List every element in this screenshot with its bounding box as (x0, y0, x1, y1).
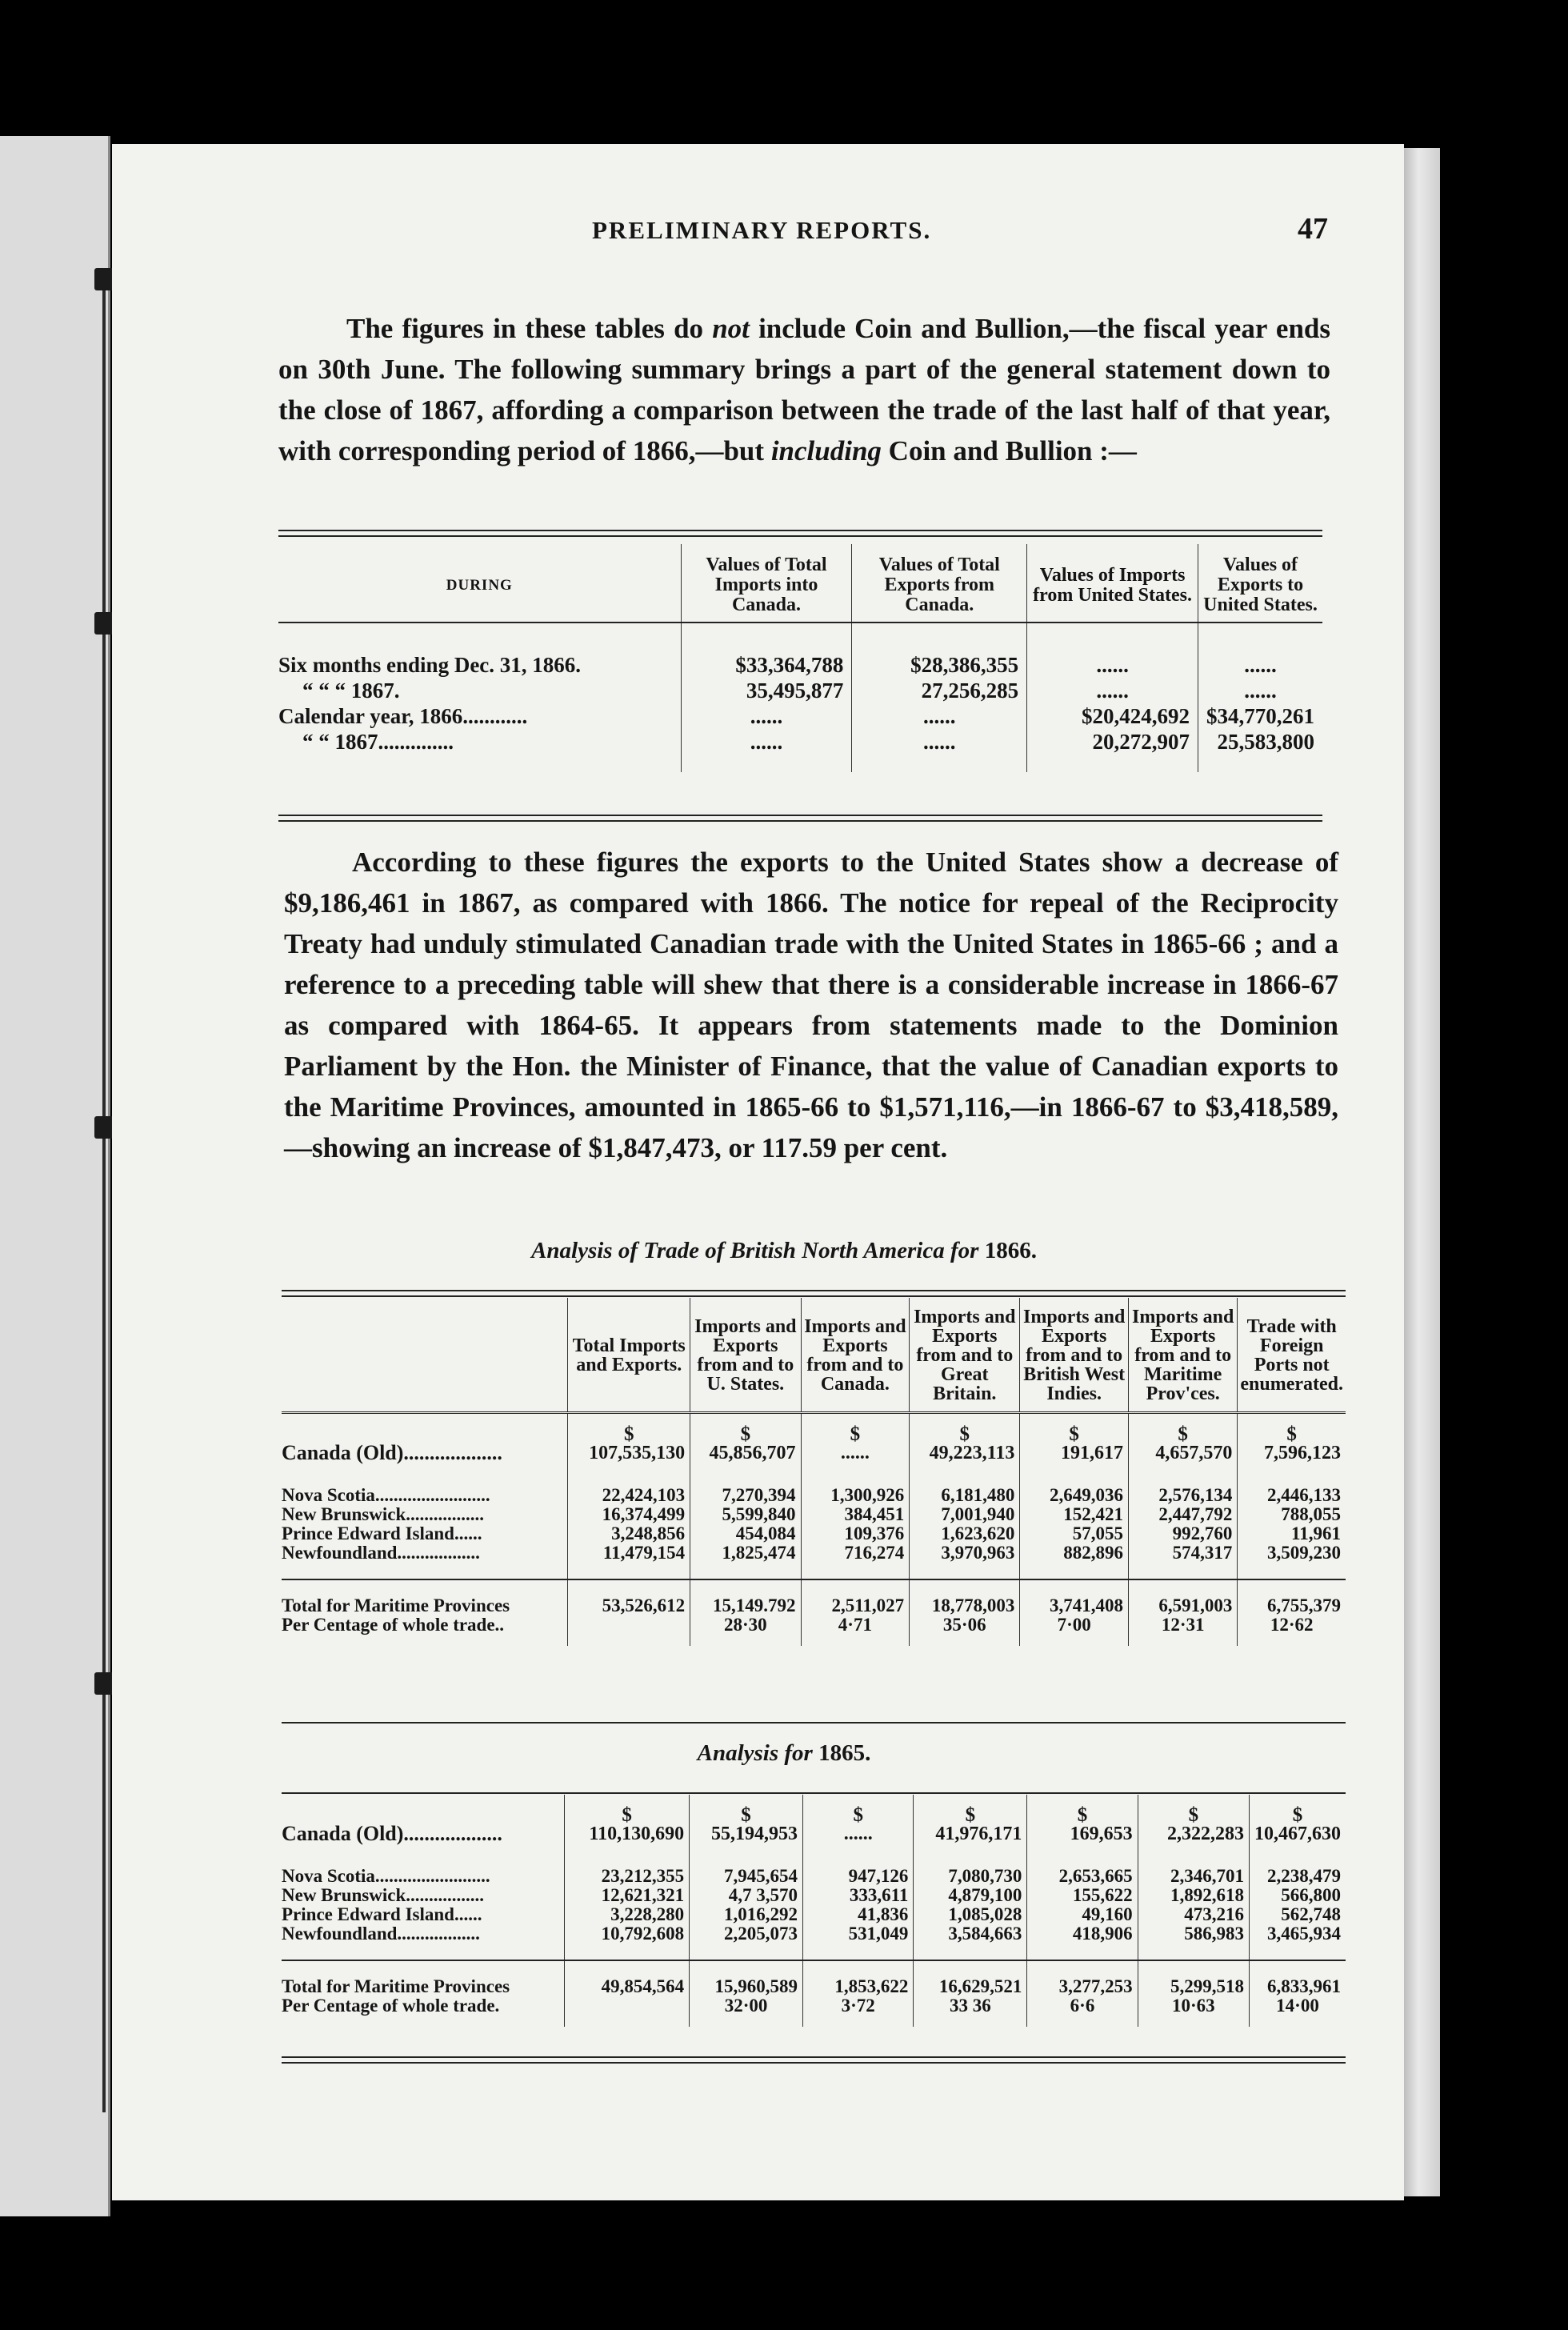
total-row (282, 1960, 1346, 1996)
cell: 49,160 (1027, 1905, 1138, 1924)
row-label: Total for Maritime Provinces (282, 1579, 568, 1615)
cell: 10,792,608 (565, 1924, 690, 1960)
table-row (278, 703, 1322, 729)
cell: 35,495,877 (681, 678, 852, 703)
page-header (280, 212, 1328, 256)
cell: ...... (1027, 678, 1198, 703)
cell: 191,617 (1020, 1443, 1129, 1478)
currency-symbol: $ (1027, 1795, 1138, 1824)
table-caption-1866 (0, 1238, 1568, 1264)
row-label: Calendar year, 1866............ (278, 704, 528, 728)
cell: 4,657,570 (1128, 1443, 1237, 1478)
table-row (278, 623, 1322, 678)
cell: 1,623,620 (910, 1524, 1020, 1543)
cell: ...... (852, 729, 1027, 772)
cell: 169,653 (1027, 1824, 1138, 1859)
row-label: Per Centage of whole trade. (282, 1996, 500, 2016)
table-rule (282, 1792, 1346, 1794)
cell: 25,583,800 (1198, 729, 1323, 772)
cell: 10·63 (1138, 1996, 1249, 2027)
cell: 16,629,521 (914, 1960, 1027, 1996)
cell: 49,223,113 (910, 1443, 1020, 1478)
cell: 27,256,285 (852, 678, 1027, 703)
cell (568, 1615, 690, 1646)
cell: 3,509,230 (1238, 1543, 1346, 1579)
cell: 152,421 (1020, 1505, 1129, 1524)
column-header: Values of Exports to United States. (1198, 544, 1323, 623)
cell: 1,853,622 (803, 1960, 914, 1996)
column-header: Imports and Exports from and to Maritime Prov'ces. (1128, 1298, 1237, 1413)
currency-symbol: $ (1138, 1795, 1249, 1824)
cell: 11,479,154 (568, 1543, 690, 1579)
cell: 15,149.792 (690, 1579, 801, 1615)
cell: 473,216 (1138, 1905, 1249, 1924)
currency-symbol: $ (568, 1413, 690, 1443)
table-row (282, 1478, 1346, 1505)
cell: 18,778,003 (910, 1579, 1020, 1615)
table-row (278, 729, 1322, 772)
cell: 1,085,028 (914, 1905, 1027, 1924)
cell: 1,300,926 (801, 1478, 910, 1505)
percentage-row (282, 1615, 1346, 1646)
cell: 2,446,133 (1238, 1478, 1346, 1505)
body-paragraph (284, 842, 1338, 1168)
column-header: Values of Total Imports into Canada. (681, 544, 852, 623)
caption-year: 1865. (812, 1740, 871, 1766)
table-rule (282, 2056, 1346, 2064)
summary-table (278, 544, 1322, 772)
intro-emphasis: not (712, 313, 750, 344)
table-row (282, 1886, 1346, 1905)
column-header: Imports and Exports from and to U. States. (690, 1298, 801, 1413)
currency-symbol: $ (690, 1795, 803, 1824)
cell: 45,856,707 (690, 1443, 801, 1478)
cell: 2,238,479 (1250, 1859, 1346, 1886)
row-label: Nova Scotia......................... (282, 1485, 490, 1505)
table-row (282, 1924, 1346, 1960)
column-header: Values of Total Exports from Canada. (852, 544, 1027, 623)
table-row (282, 1443, 1346, 1478)
row-label: Prince Edward Island...... (282, 1904, 482, 1924)
cell: 2,649,036 (1020, 1478, 1129, 1505)
table-row (278, 678, 1322, 703)
cell: ...... (803, 1824, 914, 1859)
cell: 23,212,355 (565, 1859, 690, 1886)
cell: ...... (1198, 623, 1323, 678)
currency-symbol: $ (690, 1413, 801, 1443)
cell: 2,205,073 (690, 1924, 803, 1960)
currency-symbol: $ (910, 1413, 1020, 1443)
cell: 566,800 (1250, 1886, 1346, 1905)
cell: 384,451 (801, 1505, 910, 1524)
table-rule (278, 530, 1322, 537)
cell: 15,960,589 (690, 1960, 803, 1996)
cell: 12·31 (1128, 1615, 1237, 1646)
table-row (282, 1524, 1346, 1543)
cell: ...... (852, 703, 1027, 729)
binding-thread (102, 272, 106, 2112)
cell: 11,961 (1238, 1524, 1346, 1543)
cell: 41,976,171 (914, 1824, 1027, 1859)
cell: 55,194,953 (690, 1824, 803, 1859)
cell: 882,896 (1020, 1543, 1129, 1579)
cell: 7,596,123 (1238, 1443, 1346, 1478)
cell: $20,424,692 (1027, 703, 1198, 729)
cell: 28·30 (690, 1615, 801, 1646)
cell: 574,317 (1128, 1543, 1237, 1579)
currency-row (282, 1413, 1346, 1443)
analysis-table-1865 (282, 1795, 1346, 2027)
row-label: Canada (Old)................... (282, 1822, 502, 1845)
cell: 32·00 (690, 1996, 803, 2027)
intro-emphasis: including (770, 435, 882, 466)
column-header: Imports and Exports from and to Canada. (801, 1298, 910, 1413)
currency-row (282, 1795, 1346, 1824)
cell: $28,386,355 (852, 623, 1027, 678)
cell: 418,906 (1027, 1924, 1138, 1960)
cell: 788,055 (1238, 1505, 1346, 1524)
intro-paragraph (278, 308, 1330, 471)
cell: 333,611 (803, 1886, 914, 1905)
cell: ...... (681, 729, 852, 772)
cell: 107,535,130 (568, 1443, 690, 1478)
intro-text: The figures in these tables do (346, 313, 713, 344)
cell: 3,228,280 (565, 1905, 690, 1924)
cell: 7,270,394 (690, 1478, 801, 1505)
cell: 3,465,934 (1250, 1924, 1346, 1960)
table-rule (282, 1290, 1346, 1297)
caption-text: Analysis for (697, 1740, 813, 1766)
caption-text: Analysis of Trade of British North America for (531, 1238, 979, 1263)
currency-symbol: $ (1250, 1795, 1346, 1824)
row-label: New Brunswick................. (282, 1885, 485, 1905)
cell: 1,892,618 (1138, 1886, 1249, 1905)
cell: 14·00 (1250, 1996, 1346, 2027)
row-label: Newfoundland.................. (282, 1924, 480, 1944)
cell: $34,770,261 (1198, 703, 1323, 729)
cell: 53,526,612 (568, 1579, 690, 1615)
cell: 155,622 (1027, 1886, 1138, 1905)
table-row (282, 1824, 1346, 1859)
cell: 947,126 (803, 1859, 914, 1886)
cell: 109,376 (801, 1524, 910, 1543)
cell: 2,346,701 (1138, 1859, 1249, 1886)
column-header: Imports and Exports from and to British West Indies. (1020, 1298, 1129, 1413)
cell: ...... (1027, 623, 1198, 678)
cell: 3,584,663 (914, 1924, 1027, 1960)
cell: 2,653,665 (1027, 1859, 1138, 1886)
cell: 531,049 (803, 1924, 914, 1960)
intro-text: Coin and Bullion :— (881, 435, 1137, 466)
column-header (282, 1298, 568, 1413)
cell: 7·00 (1020, 1615, 1129, 1646)
cell: $33,364,788 (681, 623, 852, 678)
cell: 1,016,292 (690, 1905, 803, 1924)
cell: 3,970,963 (910, 1543, 1020, 1579)
analysis-table-1866 (282, 1298, 1346, 1646)
currency-symbol: $ (803, 1795, 914, 1824)
page-number: 47 (1298, 212, 1328, 246)
row-label: Newfoundland.................. (282, 1543, 480, 1563)
row-label: Six months ending Dec. 31, 1866. (278, 653, 582, 677)
column-header: Values of Imports from United States. (1027, 544, 1198, 623)
page-edge (1404, 148, 1440, 2196)
table-row (282, 1505, 1346, 1524)
cell: ...... (1198, 678, 1323, 703)
table-rule (282, 1722, 1346, 1723)
cell: 2,322,283 (1138, 1824, 1249, 1859)
column-header: Imports and Exports from and to Great Britain. (910, 1298, 1020, 1413)
row-label: Total for Maritime Provinces (282, 1960, 565, 1996)
cell: 49,854,564 (565, 1960, 690, 1996)
cell: 12·62 (1238, 1615, 1346, 1646)
table-caption-1865 (0, 1740, 1568, 1767)
cell: ...... (681, 703, 852, 729)
cell: ...... (801, 1443, 910, 1478)
currency-symbol: $ (565, 1795, 690, 1824)
cell: 5,599,840 (690, 1505, 801, 1524)
cell: 454,084 (690, 1524, 801, 1543)
cell: 6,833,961 (1250, 1960, 1346, 1996)
cell: 2,511,027 (801, 1579, 910, 1615)
cell: 57,055 (1020, 1524, 1129, 1543)
column-header: Trade with Foreign Ports not enumerated. (1238, 1298, 1346, 1413)
cell: 586,983 (1138, 1924, 1249, 1960)
intro-text: include Coin and Bullion,—the fiscal year ends on 30th June. The following summary brings a part of the general statement down to the close of 1867, affording a comparison between the trade of the last half of that year, with corresponding period of 1866,—but (278, 313, 1330, 466)
cell: 1,825,474 (690, 1543, 801, 1579)
cell: 3,248,856 (568, 1524, 690, 1543)
cell: 110,130,690 (565, 1824, 690, 1859)
currency-symbol: $ (1238, 1413, 1346, 1443)
total-row (282, 1579, 1346, 1615)
cell: 7,080,730 (914, 1859, 1027, 1886)
cell: 3,277,253 (1027, 1960, 1138, 1996)
cell: 10,467,630 (1250, 1824, 1346, 1859)
cell (282, 1413, 568, 1443)
cell: 6·6 (1027, 1996, 1138, 2027)
row-label: “ “ “ 1867. (302, 679, 400, 703)
column-header: Total Imports and Exports. (568, 1298, 690, 1413)
cell: 12,621,321 (565, 1886, 690, 1905)
table-header-row (282, 1298, 1346, 1413)
currency-symbol: $ (914, 1795, 1027, 1824)
table-rule (278, 815, 1322, 822)
row-label: New Brunswick................. (282, 1504, 485, 1524)
cell: 3·72 (803, 1996, 914, 2027)
cell: 4,7 3,570 (690, 1886, 803, 1905)
running-head: PRELIMINARY REPORTS. (592, 216, 932, 244)
cell: 41,836 (803, 1905, 914, 1924)
row-label: Per Centage of whole trade.. (282, 1615, 505, 1635)
cell: 992,760 (1128, 1524, 1237, 1543)
row-label: “ “ 1867.............. (302, 730, 454, 754)
cell: 20,272,907 (1027, 729, 1198, 772)
cell: 33 36 (914, 1996, 1027, 2027)
cell: 562,748 (1250, 1905, 1346, 1924)
cell (282, 1795, 565, 1824)
cell: 35·06 (910, 1615, 1020, 1646)
cell: 16,374,499 (568, 1505, 690, 1524)
cell: 4·71 (801, 1615, 910, 1646)
cell: 2,447,792 (1128, 1505, 1237, 1524)
cell (565, 1996, 690, 2027)
currency-symbol: $ (801, 1413, 910, 1443)
caption-year: 1866. (978, 1238, 1037, 1263)
percentage-row (282, 1996, 1346, 2027)
cell: 6,181,480 (910, 1478, 1020, 1505)
cell: 6,755,379 (1238, 1579, 1346, 1615)
cell: 4,879,100 (914, 1886, 1027, 1905)
currency-symbol: $ (1128, 1413, 1237, 1443)
cell: 716,274 (801, 1543, 910, 1579)
table-header-row (278, 544, 1322, 623)
cell: 2,576,134 (1128, 1478, 1237, 1505)
currency-symbol: $ (1020, 1413, 1129, 1443)
cell: 7,945,654 (690, 1859, 803, 1886)
column-header: DURING (446, 577, 513, 594)
row-label: Canada (Old)................... (282, 1441, 502, 1464)
body-text: According to these figures the exports to the United States show a decrease of $9,186,461 in 1867, as compared with 1866. The notice for repeal of the Reciprocity Treaty had unduly stimulated Canadian trade with the United States in 1865-66 ; and a reference to a preceding table will shew that there is a considerable increase in 1866-67 as compared with 1864-65. It appears from statements made to the Dominion Parliament by the Hon. the Minister of Finance, that the value of Canadian exports to the Maritime Provinces, amounted in 1865-66 to $1,571,116,—in 1866-67 to $3,418,589,—showing an increase of $1,847,473, or 117.59 per cent. (284, 847, 1338, 1163)
row-label: Prince Edward Island...... (282, 1523, 482, 1543)
row-label: Nova Scotia......................... (282, 1866, 490, 1886)
table-row (282, 1859, 1346, 1886)
cell: 7,001,940 (910, 1505, 1020, 1524)
cell: 3,741,408 (1020, 1579, 1129, 1615)
cell: 22,424,103 (568, 1478, 690, 1505)
cell: 6,591,003 (1128, 1579, 1237, 1615)
cell: 5,299,518 (1138, 1960, 1249, 1996)
table-row (282, 1543, 1346, 1579)
facing-page (0, 136, 110, 2216)
table-row (282, 1905, 1346, 1924)
